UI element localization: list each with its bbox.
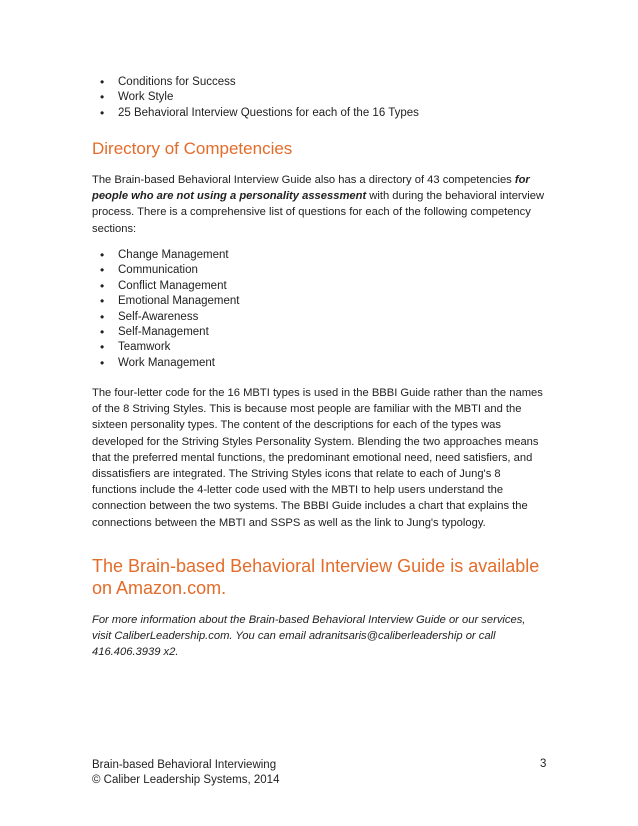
list-item: • Work Management: [100, 356, 239, 371]
list-item: • Change Management: [100, 248, 239, 263]
footer-copyright: © Caliber Leadership Systems, 2014: [92, 774, 280, 786]
competency-list: [100, 248, 239, 371]
list-item: • Communication: [100, 263, 239, 278]
body-paragraph: The four-letter code for the 16 MBTI types is used in the BBBI Guide rather than the names of the 8 Striving Styles. This is because most people are familiar with the MBTI and the sixteen personality types. The content of the descriptions for each of the types was developed for the Striving Styles Personality System. Blending the two approaches means that the preferred mental functions, the predominant emotional need, need satisfiers, and dissatisfiers are integrated. The Striving Styles icons that relate to each of Jung's 8 functions include the 4-letter code used with the MBTI to help users understand the connection between the two systems. The BBBI Guide includes a chart that explains the connections between the MBTI and SSPS as well as the link to Jung's typology.: [92, 387, 543, 529]
intro-paragraph: [92, 172, 547, 237]
list-item: • Teamwork: [100, 340, 239, 355]
list-item: • Emotional Management: [100, 294, 239, 309]
availability-heading: The Brain-based Behavioral Interview Guide is available on Amazon.com.: [92, 556, 540, 598]
list-item: • Conflict Management: [100, 279, 239, 294]
contact-paragraph: For more information about the Brain-based Behavioral Interview Guide or our services, visit CaliberLeadership.com. You can email adranitsaris@caliberleadership or call 416.406.3939 x2.: [92, 614, 526, 659]
section-heading: Directory of Competencies: [92, 139, 293, 158]
intro-text-end: with during the behavioral interview process. There is a comprehensive list of questions for each of the following competency sections:: [92, 190, 545, 235]
list-item: • Conditions for Success: [100, 75, 419, 90]
top-bullet-list: [100, 75, 419, 121]
list-item: • Self-Awareness: [100, 310, 239, 325]
list-item: • Work Style: [100, 90, 419, 105]
intro-text-start: The Brain-based Behavioral Interview Guide also has a directory of 43 competencies: [92, 174, 515, 186]
list-item: • Self-Management: [100, 325, 239, 340]
intro-emphasis: for people who are not using a personality assessment: [92, 174, 530, 203]
footer-title: Brain-based Behavioral Interviewing: [92, 759, 277, 771]
list-item: • 25 Behavioral Interview Questions for each of the 16 Types: [100, 106, 419, 121]
page-number: 3: [540, 758, 547, 770]
